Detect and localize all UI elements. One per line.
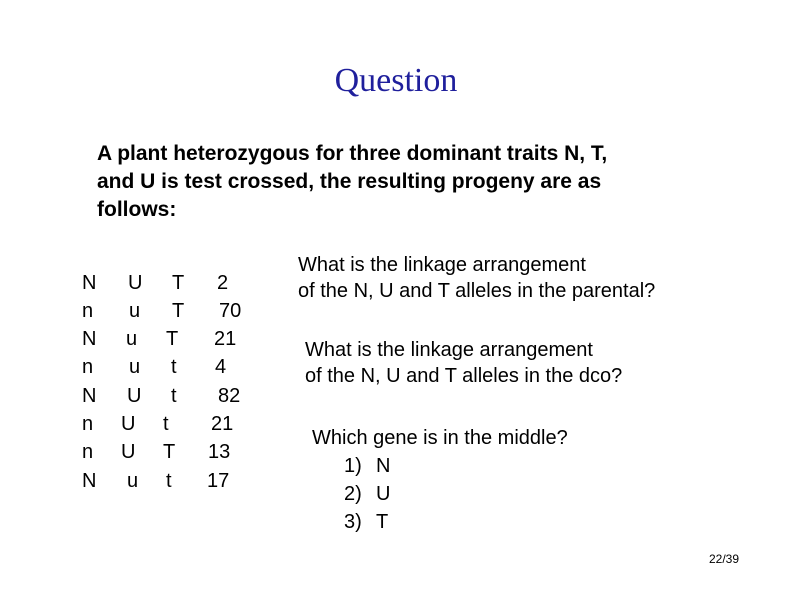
n-allele: n bbox=[82, 413, 94, 435]
answer-option bbox=[344, 480, 390, 508]
progeny-count: 4 bbox=[215, 356, 227, 378]
answer-option bbox=[344, 508, 390, 536]
n-allele: n bbox=[82, 441, 94, 463]
u-allele: U bbox=[121, 413, 136, 435]
n-allele: n bbox=[82, 300, 94, 322]
question-line: What is the linkage arrangement bbox=[298, 254, 586, 276]
u-allele: U bbox=[128, 272, 143, 294]
answer-options bbox=[344, 452, 390, 536]
u-allele: u bbox=[129, 300, 141, 322]
u-allele: u bbox=[127, 470, 139, 492]
option-label: U bbox=[376, 483, 391, 505]
question-parental bbox=[298, 252, 655, 304]
n-allele: N bbox=[82, 272, 97, 294]
slide-title: Question bbox=[334, 62, 458, 99]
progeny-count: 21 bbox=[214, 328, 237, 350]
u-allele: u bbox=[129, 356, 141, 378]
t-allele: T bbox=[166, 328, 179, 350]
n-allele: N bbox=[82, 470, 97, 492]
u-allele: U bbox=[127, 385, 142, 407]
question-dco bbox=[305, 337, 622, 389]
question-line: of the N, U and T alleles in the dco? bbox=[305, 365, 623, 387]
option-number: 2) bbox=[344, 483, 362, 505]
progeny-count: 82 bbox=[218, 385, 241, 407]
problem-line: and U is test crossed, the resulting progeny are as bbox=[97, 170, 602, 193]
option-number: 1) bbox=[344, 455, 362, 477]
problem-statement bbox=[97, 140, 717, 224]
n-allele: N bbox=[82, 385, 97, 407]
progeny-count: 2 bbox=[217, 272, 229, 294]
t-allele: t bbox=[171, 385, 177, 407]
progeny-count: 21 bbox=[211, 413, 234, 435]
page-number: 22/39 bbox=[708, 552, 739, 566]
t-allele: t bbox=[166, 470, 172, 492]
u-allele: U bbox=[121, 441, 136, 463]
question-line: of the N, U and T alleles in the parental? bbox=[298, 280, 656, 302]
t-allele: t bbox=[171, 356, 177, 378]
option-number: 3) bbox=[344, 511, 362, 533]
n-allele: n bbox=[82, 356, 94, 378]
t-allele: T bbox=[163, 441, 176, 463]
answer-option bbox=[344, 452, 390, 480]
t-allele: t bbox=[163, 413, 169, 435]
n-allele: N bbox=[82, 328, 97, 350]
option-label: T bbox=[376, 511, 389, 533]
u-allele: u bbox=[126, 328, 138, 350]
question-line: What is the linkage arrangement bbox=[305, 339, 593, 361]
t-allele: T bbox=[172, 272, 185, 294]
progeny-count: 13 bbox=[208, 441, 231, 463]
problem-line: A plant heterozygous for three dominant traits N, T, bbox=[97, 142, 608, 165]
progeny-count: 70 bbox=[219, 300, 242, 322]
problem-line: follows: bbox=[97, 198, 177, 221]
option-label: N bbox=[376, 455, 391, 477]
t-allele: T bbox=[172, 300, 185, 322]
question-middle-gene: Which gene is in the middle? bbox=[312, 427, 568, 449]
progeny-count: 17 bbox=[207, 470, 230, 492]
